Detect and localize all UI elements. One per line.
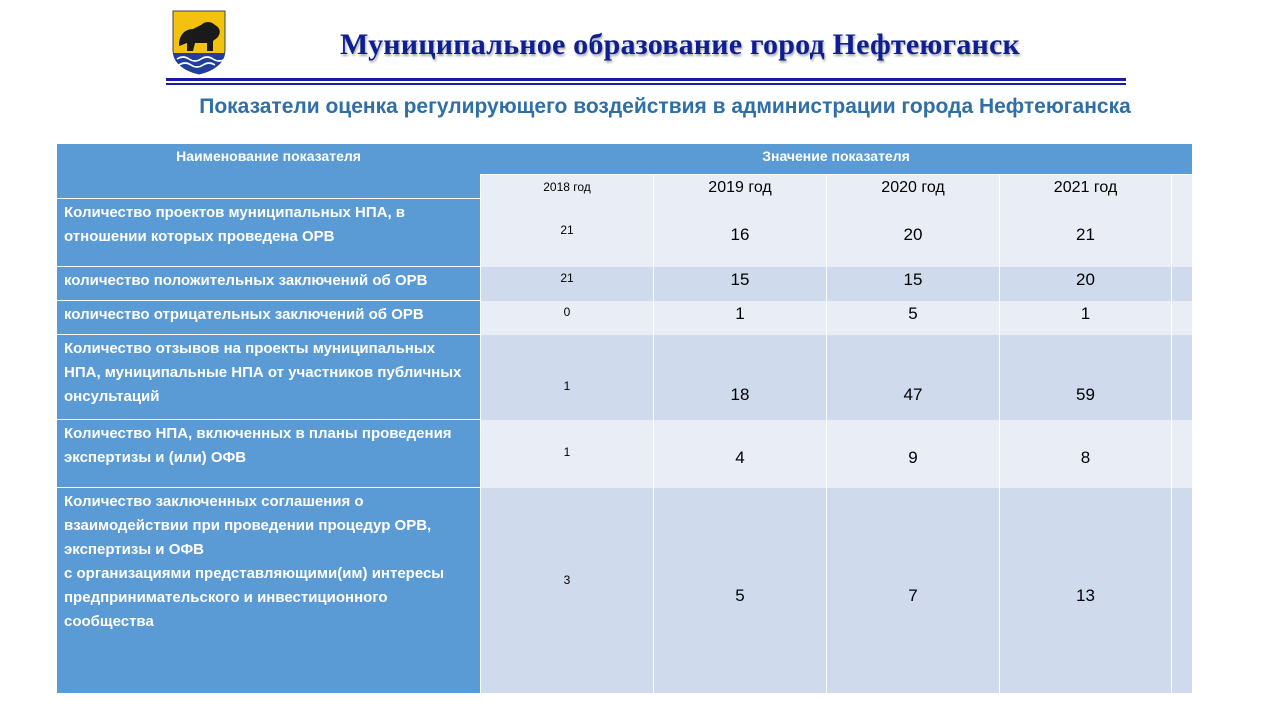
page-title: Муниципальное образование город Нефтеюганск bbox=[339, 28, 1021, 61]
year-header-spacer bbox=[1172, 175, 1192, 199]
table-cell-spacer bbox=[1172, 199, 1192, 267]
table-cell-2020: 9 bbox=[827, 420, 999, 488]
table-cell-2021: 20 bbox=[1000, 267, 1171, 301]
table-cell-spacer bbox=[1172, 335, 1192, 420]
table-cell-2018: 21 bbox=[481, 199, 653, 267]
table-cell-2020: 5 bbox=[827, 301, 999, 335]
table-cell-2020: 20 bbox=[827, 199, 999, 267]
table-cell-2019: 16 bbox=[654, 199, 826, 267]
table-cell-2021: 1 bbox=[1000, 301, 1171, 335]
title-divider-thin bbox=[166, 83, 1126, 85]
table-row-label: Количество отзывов на проекты муниципальных НПА, муниципальные НПА от участников публичных онсультаций bbox=[57, 335, 480, 420]
table-row-label: количество положительных заключений об ОРВ bbox=[57, 267, 480, 301]
table-row-label: Количество заключенных соглашения о взаимодействии при проведении процедур ОРВ, экспертизы и ОФВ с организациями представляющими(им) интересы предпринимательского и инвестиционного сообщества bbox=[57, 488, 480, 693]
table-cell-2019: 1 bbox=[654, 301, 826, 335]
table-cell-spacer bbox=[1172, 301, 1192, 335]
table-cell-2019: 15 bbox=[654, 267, 826, 301]
table-cell-2020: 15 bbox=[827, 267, 999, 301]
year-header-2021: 2021 год bbox=[1000, 175, 1171, 199]
table-cell-spacer bbox=[1172, 420, 1192, 488]
table-cell-2021: 21 bbox=[1000, 199, 1171, 267]
table-cell-2020: 47 bbox=[827, 335, 999, 420]
table-row-label: Количество проектов муниципальных НПА, в отношении которых проведена ОРВ bbox=[57, 199, 480, 267]
table-cell-2021: 13 bbox=[1000, 488, 1171, 693]
table-row-label: количество отрицательных заключений об ОРВ bbox=[57, 301, 480, 335]
table-row-label: Количество НПА, включенных в планы проведения экспертизы и (или) ОФВ bbox=[57, 420, 480, 488]
coat-of-arms-icon bbox=[171, 9, 227, 75]
table-cell-2018: 1 bbox=[481, 335, 653, 420]
table-cell-spacer bbox=[1172, 488, 1192, 693]
title-divider-thick bbox=[166, 78, 1126, 81]
value-header: Значение показателя bbox=[480, 144, 1192, 174]
table-cell-2019: 5 bbox=[654, 488, 826, 693]
table-cell-2019: 18 bbox=[654, 335, 826, 420]
page-subtitle: Показатели оценка регулирующего воздействия в администрации города Нефтеюганска bbox=[199, 95, 1131, 118]
table-cell-2020: 7 bbox=[827, 488, 999, 693]
indicator-header: Наименование показателя bbox=[57, 144, 480, 198]
table-cell-2018: 1 bbox=[481, 420, 653, 488]
table-cell-spacer bbox=[1172, 267, 1192, 301]
year-header-2018: 2018 год bbox=[481, 175, 653, 199]
table-cell-2018: 21 bbox=[481, 267, 653, 301]
table-cell-2019: 4 bbox=[654, 420, 826, 488]
year-header-2020: 2020 год bbox=[827, 175, 999, 199]
table-cell-2021: 59 bbox=[1000, 335, 1171, 420]
table-cell-2018: 3 bbox=[481, 488, 653, 693]
table-cell-2018: 0 bbox=[481, 301, 653, 335]
year-header-2019: 2019 год bbox=[654, 175, 826, 199]
table-cell-2021: 8 bbox=[1000, 420, 1171, 488]
